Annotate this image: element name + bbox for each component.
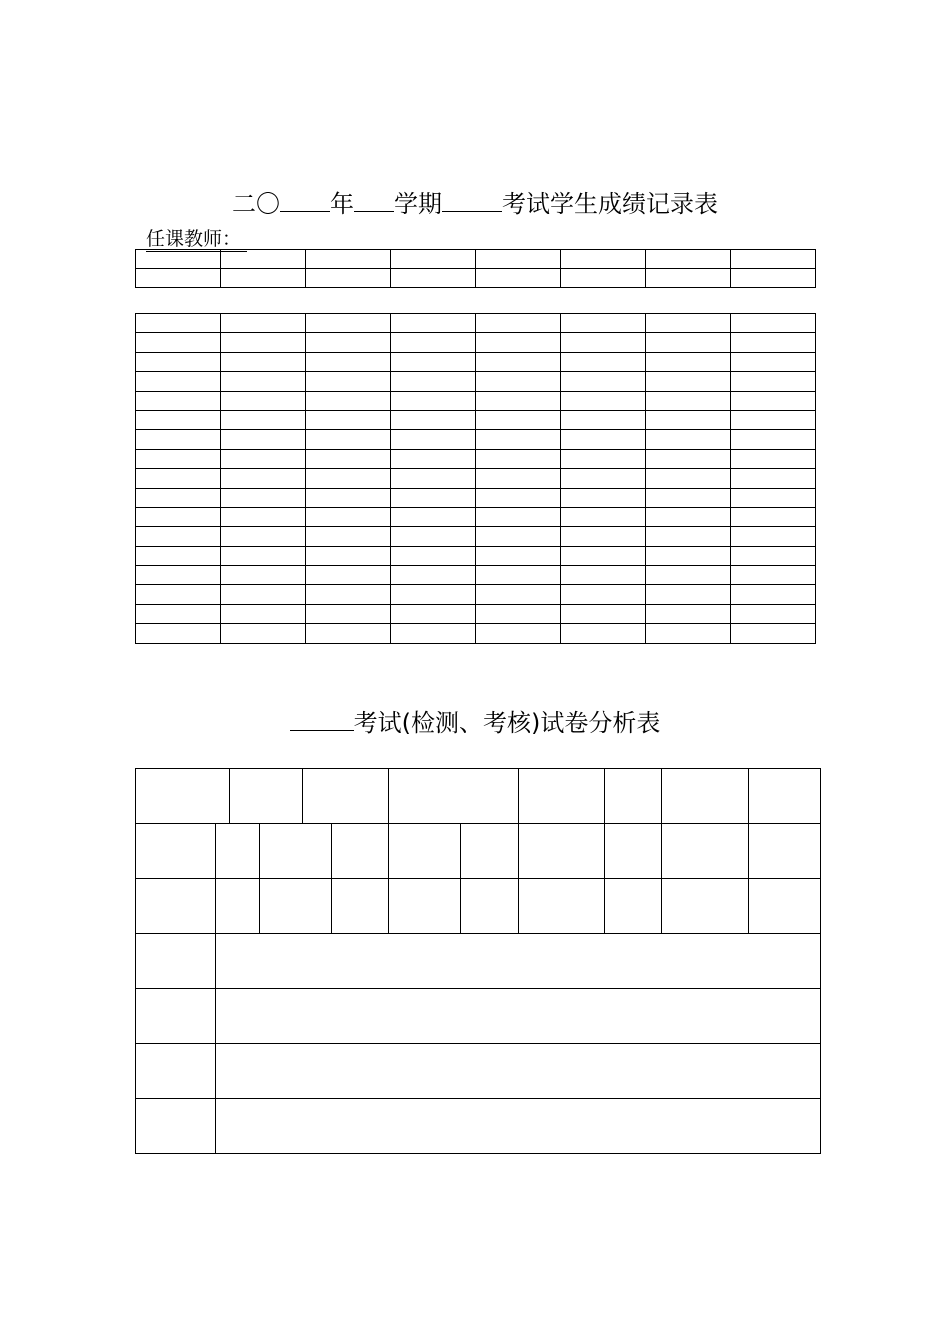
table-cell[interactable]: [389, 769, 519, 824]
table-cell[interactable]: [476, 527, 561, 546]
table-cell[interactable]: [136, 824, 216, 879]
table-row: [136, 449, 816, 468]
table-cell[interactable]: [561, 391, 646, 410]
table-cell[interactable]: [136, 391, 221, 410]
table-cell[interactable]: [221, 314, 306, 333]
record-table-title: [0, 184, 950, 219]
table-cell[interactable]: [306, 391, 391, 410]
score-record-table: [135, 313, 816, 644]
table-cell[interactable]: [561, 314, 646, 333]
table-cell[interactable]: [662, 769, 748, 824]
table-cell[interactable]: [391, 352, 476, 371]
table-cell[interactable]: [136, 430, 221, 449]
table-row: [136, 430, 816, 449]
table-cell[interactable]: [391, 488, 476, 507]
table-cell[interactable]: [306, 604, 391, 623]
table-cell[interactable]: [461, 824, 518, 879]
table-cell[interactable]: [646, 488, 731, 507]
table-cell[interactable]: [731, 391, 816, 410]
table-cell[interactable]: [731, 250, 816, 269]
table-cell[interactable]: [136, 488, 221, 507]
table-cell[interactable]: [221, 430, 306, 449]
table-cell[interactable]: [731, 314, 816, 333]
table-cell[interactable]: [391, 585, 476, 604]
table-cell[interactable]: [646, 314, 731, 333]
table-row: [136, 527, 816, 546]
table-cell[interactable]: [136, 546, 221, 565]
table-cell[interactable]: [731, 585, 816, 604]
table-cell[interactable]: [561, 352, 646, 371]
table-cell[interactable]: [476, 269, 561, 288]
table-cell[interactable]: [136, 410, 221, 429]
table-row: [136, 352, 816, 371]
table-cell[interactable]: [476, 585, 561, 604]
table-cell[interactable]: [561, 410, 646, 429]
table-cell[interactable]: [731, 507, 816, 526]
table-row: [136, 989, 821, 1044]
table-cell[interactable]: [331, 824, 388, 879]
table-cell[interactable]: [221, 333, 306, 352]
table-cell[interactable]: [561, 507, 646, 526]
table-row: [136, 250, 816, 269]
table-cell[interactable]: [221, 585, 306, 604]
table-cell[interactable]: [518, 769, 604, 824]
table-cell[interactable]: [216, 879, 259, 934]
table-cell[interactable]: [136, 585, 221, 604]
table-cell[interactable]: [646, 585, 731, 604]
table-cell[interactable]: [216, 1099, 821, 1154]
table-cell[interactable]: [136, 566, 221, 585]
table-cell[interactable]: [662, 879, 748, 934]
table-cell[interactable]: [605, 824, 662, 879]
table-cell[interactable]: [391, 410, 476, 429]
table-cell[interactable]: [389, 824, 461, 879]
table-cell[interactable]: [476, 469, 561, 488]
table-cell[interactable]: [646, 352, 731, 371]
table-cell[interactable]: [518, 879, 604, 934]
table-cell[interactable]: [221, 469, 306, 488]
table-cell[interactable]: [306, 352, 391, 371]
table-cell[interactable]: [306, 372, 391, 391]
table-cell[interactable]: [646, 546, 731, 565]
table-cell[interactable]: [731, 269, 816, 288]
table-cell[interactable]: [221, 372, 306, 391]
table-cell[interactable]: [221, 269, 306, 288]
table-cell[interactable]: [136, 507, 221, 526]
table-cell[interactable]: [476, 604, 561, 623]
table-cell[interactable]: [136, 989, 216, 1044]
table-cell[interactable]: [136, 333, 221, 352]
teacher-label: 任课教师：: [146, 224, 247, 252]
title-main-text: 考试学生成绩记录表: [502, 190, 718, 218]
table-row: [136, 372, 816, 391]
table-cell[interactable]: [561, 430, 646, 449]
table-cell[interactable]: [476, 391, 561, 410]
table-cell[interactable]: [136, 1044, 216, 1099]
table-cell[interactable]: [731, 604, 816, 623]
table-row: [136, 604, 816, 623]
title-year-suffix: 年: [330, 190, 354, 218]
table-cell[interactable]: [731, 624, 816, 643]
table-cell[interactable]: [221, 250, 306, 269]
table-row: [136, 566, 816, 585]
table-cell[interactable]: [561, 449, 646, 468]
table-cell[interactable]: [646, 507, 731, 526]
exam-blank[interactable]: [442, 189, 502, 212]
table-row: [136, 507, 816, 526]
table-cell[interactable]: [748, 824, 820, 879]
table-cell[interactable]: [216, 824, 259, 879]
table-cell[interactable]: [476, 430, 561, 449]
table-cell[interactable]: [306, 314, 391, 333]
table-cell[interactable]: [221, 410, 306, 429]
table-cell[interactable]: [391, 604, 476, 623]
table-cell[interactable]: [221, 546, 306, 565]
table-cell[interactable]: [561, 624, 646, 643]
table-cell[interactable]: [136, 1099, 216, 1154]
table-cell[interactable]: [561, 469, 646, 488]
table-row: [136, 333, 816, 352]
table-cell[interactable]: [136, 624, 221, 643]
table-cell[interactable]: [136, 934, 216, 989]
table-cell[interactable]: [731, 352, 816, 371]
table-cell[interactable]: [306, 566, 391, 585]
table-cell[interactable]: [476, 546, 561, 565]
table-cell[interactable]: [331, 879, 388, 934]
table-cell[interactable]: [306, 449, 391, 468]
table-cell[interactable]: [646, 391, 731, 410]
table-cell[interactable]: [461, 879, 518, 934]
table-row: [136, 469, 816, 488]
table-cell[interactable]: [306, 507, 391, 526]
table-cell[interactable]: [306, 624, 391, 643]
table-cell[interactable]: [306, 585, 391, 604]
table-cell[interactable]: [476, 372, 561, 391]
table-cell[interactable]: [731, 546, 816, 565]
table-cell[interactable]: [221, 527, 306, 546]
table-cell[interactable]: [476, 449, 561, 468]
table-cell[interactable]: [561, 372, 646, 391]
table-cell[interactable]: [646, 604, 731, 623]
table-cell[interactable]: [561, 585, 646, 604]
table-cell[interactable]: [391, 314, 476, 333]
table-cell[interactable]: [221, 391, 306, 410]
table-cell[interactable]: [391, 449, 476, 468]
table-cell[interactable]: [731, 566, 816, 585]
table-cell[interactable]: [561, 566, 646, 585]
table-cell[interactable]: [136, 449, 221, 468]
table-cell[interactable]: [731, 430, 816, 449]
table-cell[interactable]: [476, 566, 561, 585]
table-cell[interactable]: [306, 333, 391, 352]
table-cell[interactable]: [216, 1044, 821, 1099]
table-cell[interactable]: [136, 269, 221, 288]
table-cell[interactable]: [136, 314, 221, 333]
table-cell[interactable]: [221, 449, 306, 468]
table-cell[interactable]: [731, 527, 816, 546]
title-semester-suffix: 学期: [394, 190, 442, 218]
table-cell[interactable]: [221, 604, 306, 623]
table-cell[interactable]: [561, 333, 646, 352]
table-cell[interactable]: [476, 333, 561, 352]
table-cell[interactable]: [731, 410, 816, 429]
table-row: [136, 769, 821, 824]
table-cell[interactable]: [476, 250, 561, 269]
table-cell[interactable]: [748, 879, 820, 934]
table-cell[interactable]: [221, 488, 306, 507]
table-cell[interactable]: [646, 527, 731, 546]
table-cell[interactable]: [136, 372, 221, 391]
table-row: [136, 824, 821, 879]
table-row: [136, 269, 816, 288]
table-cell[interactable]: [259, 824, 331, 879]
table-cell[interactable]: [306, 546, 391, 565]
table-cell[interactable]: [646, 566, 731, 585]
table-cell[interactable]: [731, 469, 816, 488]
table-cell[interactable]: [391, 469, 476, 488]
table-cell[interactable]: [646, 410, 731, 429]
table-cell[interactable]: [391, 333, 476, 352]
table-cell[interactable]: [136, 769, 230, 824]
table-cell[interactable]: [561, 250, 646, 269]
table-cell[interactable]: [646, 624, 731, 643]
table-cell[interactable]: [391, 430, 476, 449]
table-cell[interactable]: [561, 488, 646, 507]
table-cell[interactable]: [136, 352, 221, 371]
table-cell[interactable]: [731, 333, 816, 352]
table-cell[interactable]: [476, 624, 561, 643]
table-cell[interactable]: [561, 546, 646, 565]
paper-analysis-table: [135, 768, 821, 1154]
table-cell[interactable]: [731, 449, 816, 468]
analysis-table-title: [0, 703, 950, 738]
year-blank[interactable]: [280, 189, 330, 212]
exam-name-blank[interactable]: [290, 708, 354, 731]
table-cell[interactable]: [391, 546, 476, 565]
table-cell[interactable]: [216, 934, 821, 989]
table-cell[interactable]: [748, 769, 820, 824]
table-cell[interactable]: [646, 250, 731, 269]
table-cell[interactable]: [136, 879, 216, 934]
table-row: [136, 1099, 821, 1154]
table-cell[interactable]: [391, 566, 476, 585]
table-cell[interactable]: [391, 250, 476, 269]
table-cell[interactable]: [306, 527, 391, 546]
table-cell[interactable]: [221, 507, 306, 526]
table-cell[interactable]: [302, 769, 388, 824]
table-cell[interactable]: [646, 333, 731, 352]
table-cell[interactable]: [306, 469, 391, 488]
table-cell[interactable]: [391, 391, 476, 410]
table-cell[interactable]: [731, 372, 816, 391]
table-cell[interactable]: [221, 352, 306, 371]
table-row: [136, 410, 816, 429]
table-cell[interactable]: [230, 769, 302, 824]
table-cell[interactable]: [391, 624, 476, 643]
table-cell[interactable]: [646, 430, 731, 449]
table-cell[interactable]: [391, 527, 476, 546]
table-row: [136, 314, 816, 333]
table-cell[interactable]: [259, 879, 331, 934]
semester-blank[interactable]: [354, 189, 394, 212]
table-cell[interactable]: [646, 469, 731, 488]
table-cell[interactable]: [136, 527, 221, 546]
table-cell[interactable]: [561, 604, 646, 623]
table-cell[interactable]: [306, 430, 391, 449]
table-cell[interactable]: [221, 566, 306, 585]
table-cell[interactable]: [306, 488, 391, 507]
table-row: [136, 934, 821, 989]
analysis-title-text: 考试(检测、考核)试卷分析表: [353, 709, 661, 737]
table-cell[interactable]: [561, 527, 646, 546]
table-row: [136, 488, 816, 507]
table-cell[interactable]: [646, 449, 731, 468]
table-cell[interactable]: [306, 410, 391, 429]
table-row: [136, 585, 816, 604]
table-cell[interactable]: [646, 372, 731, 391]
table-row: [136, 624, 816, 643]
table-cell[interactable]: [605, 769, 662, 824]
table-cell[interactable]: [216, 989, 821, 1044]
table-cell[interactable]: [476, 507, 561, 526]
table-cell[interactable]: [136, 250, 221, 269]
table-cell[interactable]: [561, 269, 646, 288]
table-cell[interactable]: [646, 269, 731, 288]
table-cell[interactable]: [731, 488, 816, 507]
table-cell[interactable]: [221, 624, 306, 643]
title-year-prefix: 二〇: [232, 190, 280, 218]
table-cell[interactable]: [662, 824, 748, 879]
table-cell[interactable]: [476, 410, 561, 429]
table-cell[interactable]: [476, 488, 561, 507]
header-info-table: [135, 249, 816, 288]
table-cell[interactable]: [518, 824, 604, 879]
table-cell[interactable]: [306, 269, 391, 288]
table-cell[interactable]: [476, 352, 561, 371]
table-cell[interactable]: [391, 269, 476, 288]
table-cell[interactable]: [306, 250, 391, 269]
table-cell[interactable]: [389, 879, 461, 934]
table-row: [136, 1044, 821, 1099]
table-cell[interactable]: [476, 314, 561, 333]
table-cell[interactable]: [391, 507, 476, 526]
table-cell[interactable]: [391, 372, 476, 391]
table-row: [136, 546, 816, 565]
table-row: [136, 391, 816, 410]
table-cell[interactable]: [136, 604, 221, 623]
table-cell[interactable]: [605, 879, 662, 934]
table-row: [136, 879, 821, 934]
table-cell[interactable]: [136, 469, 221, 488]
